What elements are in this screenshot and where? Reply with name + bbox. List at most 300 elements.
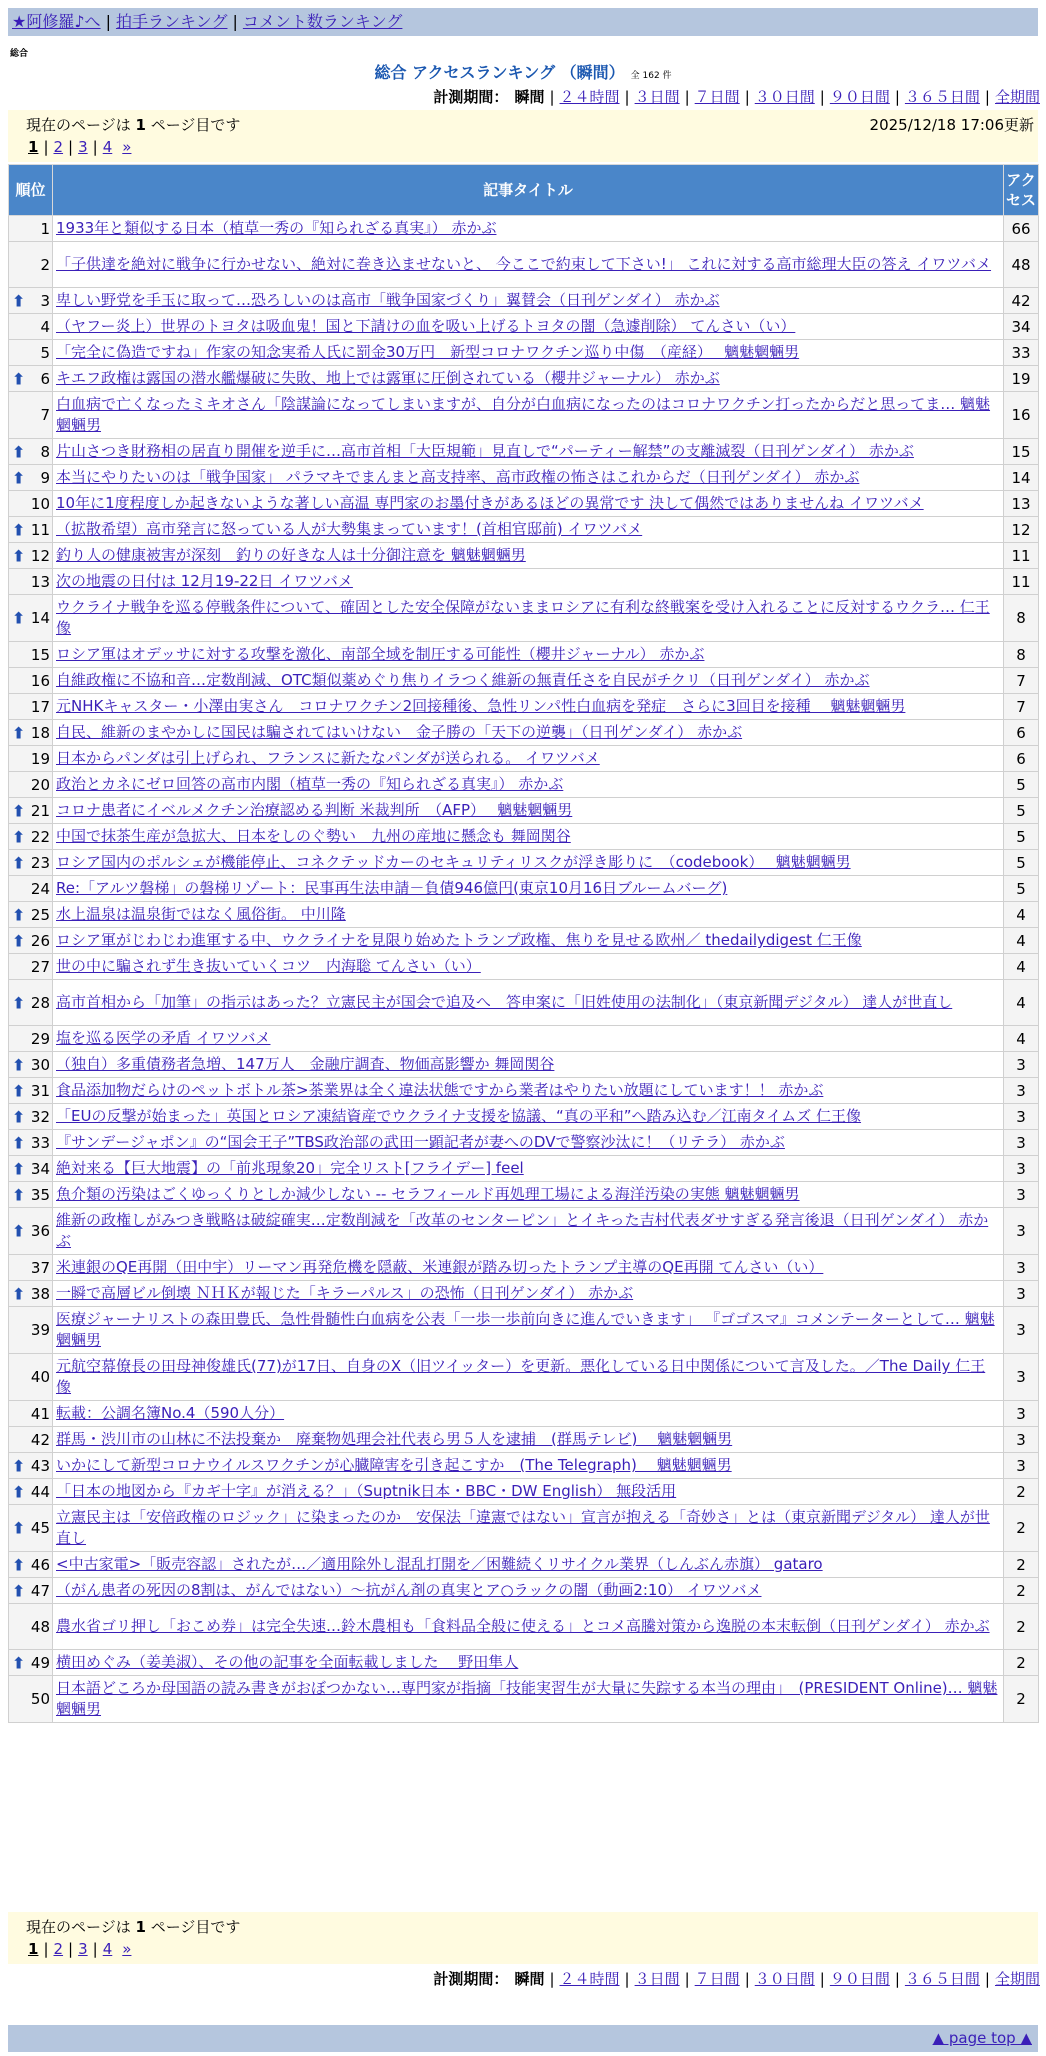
bottom-bar xyxy=(8,2025,1038,2052)
article-link[interactable]: 「完全に偽造ですね」作家の知念実希人氏に罰金30万円 新型コロナワクチン巡り中傷 （産経） 魑魅魍魎男 xyxy=(56,343,800,361)
up-arrow-icon: ⬆ xyxy=(12,1055,26,1074)
table-row xyxy=(9,746,1039,772)
period-link-7d[interactable]: ７日間 xyxy=(694,88,740,106)
title-cell xyxy=(53,595,1004,642)
pager-top xyxy=(8,110,1038,162)
access-count: 4 xyxy=(1004,1026,1039,1052)
title-cell xyxy=(53,1401,1004,1427)
table-row xyxy=(9,216,1039,242)
rank-cell xyxy=(9,1104,53,1130)
access-count: 2 xyxy=(1004,1676,1039,1723)
title-cell xyxy=(53,928,1004,954)
up-arrow-icon: ⬆ xyxy=(12,1653,26,1672)
rank-cell xyxy=(9,569,53,595)
period-link-365d[interactable]: ３６５日間 xyxy=(904,1970,980,1988)
article-link[interactable]: 米連銀のQE再開（田中宇）リーマン再発危機を隠蔽、米連銀が踏み切ったトランプ主導のQE再開 てんさい（い） xyxy=(56,1258,824,1276)
table-row xyxy=(9,366,1039,392)
pager-link-4[interactable]: 4 xyxy=(102,1940,113,1958)
period-selector-bottom: 計測期間： 瞬間 | ２４時間 | ３日間 | ７日間 | ３０日間 | ９０日間 | ３６５日間 | 全期間 xyxy=(433,1970,1040,1988)
table-row xyxy=(9,1604,1039,1650)
table-row xyxy=(9,772,1039,798)
up-arrow-icon: ⬆ xyxy=(12,723,26,742)
header-title: 記事タイトル xyxy=(53,165,1004,216)
rank-number: 6 xyxy=(40,369,50,388)
period-link-all[interactable]: 全期間 xyxy=(994,1970,1040,1988)
title-cell xyxy=(53,1578,1004,1604)
updated-time: 2025/12/18 17:06更新 xyxy=(869,116,1034,134)
title-cell xyxy=(53,569,1004,595)
title-cell xyxy=(53,772,1004,798)
article-link[interactable]: 『サンデージャポン』の“国会王子”TBS政治部の武田一顕記者が妻へのDVで警察沙汰に！（リテラ） 赤かぶ xyxy=(56,1133,785,1151)
table-row xyxy=(9,1427,1039,1453)
table-row xyxy=(9,340,1039,366)
access-count: 3 xyxy=(1004,1281,1039,1307)
table-row xyxy=(9,1650,1039,1676)
article-link[interactable]: 医療ジャーナリストの森田豊氏、急性骨髄性白血病を公表「一歩一歩前向きに進んでいきます」 『ゴゴスマ』コメンテーターとして… 魑魅魍魎男 xyxy=(56,1310,995,1349)
rank-number: 41 xyxy=(30,1404,50,1423)
article-link[interactable]: 元航空幕僚長の田母神俊雄氏(77)が17日、自身のX（旧ツイッター）を更新。悪化している日中関係について言及した。／The Daily 仁王像 xyxy=(56,1357,986,1396)
rank-cell xyxy=(9,491,53,517)
article-link[interactable]: 片山さつき財務相の居直り開催を逆手に…高市首相「大臣規範」見直しで“パーティー解禁”の支離滅裂（日刊ゲンダイ） 赤かぶ xyxy=(56,442,914,460)
table-row xyxy=(9,543,1039,569)
rank-number: 3 xyxy=(40,291,50,310)
up-arrow-icon: ⬆ xyxy=(12,1482,26,1501)
up-arrow-icon: ⬆ xyxy=(12,1581,26,1600)
rank-number: 32 xyxy=(30,1107,50,1126)
table-row xyxy=(9,595,1039,642)
table-row xyxy=(9,954,1039,980)
title-cell xyxy=(53,1453,1004,1479)
access-count: 4 xyxy=(1004,928,1039,954)
rank-cell xyxy=(9,772,53,798)
article-link[interactable]: （独自）多重債務者急増、147万人 金融庁調査、物価高影響か 舞岡関谷 xyxy=(56,1055,555,1073)
page-top-link[interactable]: ▲ page top ▲ xyxy=(932,2029,1032,2047)
title-cell xyxy=(53,902,1004,928)
period-link-90d[interactable]: ９０日間 xyxy=(829,88,890,106)
article-link[interactable]: ロシア国内のポルシェが機能停止、コネクテッドカーのセキュリティリスクが浮き彫りに （codebook） 魑魅魍魎男 xyxy=(56,853,851,871)
article-link[interactable]: 塩を巡る医学の矛盾 イワツバメ xyxy=(56,1029,271,1047)
title-cell xyxy=(53,1307,1004,1354)
access-count: 11 xyxy=(1004,569,1039,595)
table-row xyxy=(9,1026,1039,1052)
article-link[interactable]: 自維政権に不協和音…定数削減、OTC類似薬めぐり焦りイラつく維新の無責任さを自民がチクリ（日刊ゲンダイ） 赤かぶ xyxy=(56,671,870,689)
article-link[interactable]: 本当にやりたいのは「戦争国家」 パラマキでまんまと高支持率、高市政権の怖さはこれからだ（日刊ゲンダイ） 赤かぶ xyxy=(56,468,860,486)
rank-number: 14 xyxy=(30,609,50,627)
article-link[interactable]: 元NHKキャスター・小澤由実さん コロナワクチン2回接種後、急性リンパ性白血病を発症 さらに3回目を接種 魑魅魍魎男 xyxy=(56,697,906,715)
table-row xyxy=(9,1281,1039,1307)
period-label: 計測期間： xyxy=(433,88,509,106)
rank-cell xyxy=(9,1130,53,1156)
access-count: 3 xyxy=(1004,1130,1039,1156)
rank-cell xyxy=(9,1255,53,1281)
article-link[interactable]: ウクライナ戦争を巡る停戦条件について、確固とした安全保障がないままロシアに有利な終戦案を受け入れることに反対するウクラ… 仁王像 xyxy=(56,598,990,637)
nav-link-comment-ranking[interactable]: コメント数ランキング xyxy=(242,12,403,31)
table-row xyxy=(9,242,1039,288)
up-arrow-icon: ⬆ xyxy=(12,546,26,565)
rank-cell xyxy=(9,1401,53,1427)
up-arrow-icon: ⬆ xyxy=(12,608,26,628)
pager-next[interactable]: » xyxy=(122,138,132,156)
up-arrow-icon: ⬆ xyxy=(12,1518,26,1538)
article-link[interactable]: <中古家電>「販売容認」されたが…／適用除外し混乱打開を／困難続くリサイクル業界（しんぶん赤旗） gataro xyxy=(56,1555,823,1573)
rank-number: 4 xyxy=(40,317,50,336)
rank-number: 42 xyxy=(30,1430,50,1449)
period-link-24h[interactable]: ２４時間 xyxy=(559,88,620,106)
up-arrow-icon: ⬆ xyxy=(12,1133,26,1152)
article-link[interactable]: 中国で抹茶生産が急拡大、日本をしのぐ勢い 九州の産地に懸念も 舞岡関谷 xyxy=(56,827,571,845)
access-count: 3 xyxy=(1004,1255,1039,1281)
table-row xyxy=(9,694,1039,720)
title-cell xyxy=(53,1552,1004,1578)
access-count: 3 xyxy=(1004,1208,1039,1255)
rank-cell xyxy=(9,517,53,543)
up-arrow-icon: ⬆ xyxy=(12,1221,26,1241)
title-cell xyxy=(53,314,1004,340)
article-link[interactable]: 絶対来る【巨大地震】の「前兆現象20」完全リスト[フライデー] feel xyxy=(56,1159,524,1177)
rank-number: 49 xyxy=(30,1653,50,1672)
access-count: 15 xyxy=(1004,439,1039,465)
up-arrow-icon: ⬆ xyxy=(12,801,26,820)
article-link[interactable]: 日本語どころか母国語の読み書きがおぼつかない…専門家が指摘「技能実習生が大量に失踪する本当の理由」 (PRESIDENT Online)… 魑魅魍魎男 xyxy=(56,1679,998,1718)
rank-cell xyxy=(9,746,53,772)
rank-cell xyxy=(9,439,53,465)
rank-number: 50 xyxy=(30,1690,50,1708)
up-arrow-icon: ⬆ xyxy=(12,1107,26,1126)
rank-number: 13 xyxy=(30,572,50,591)
access-count: 3 xyxy=(1004,1401,1039,1427)
access-count: 3 xyxy=(1004,1104,1039,1130)
table-row xyxy=(9,1552,1039,1578)
rank-cell xyxy=(9,980,53,1026)
access-count: 4 xyxy=(1004,902,1039,928)
rank-number: 46 xyxy=(30,1555,50,1574)
access-count: 3 xyxy=(1004,1052,1039,1078)
up-arrow-icon: ⬆ xyxy=(12,905,26,924)
table-row xyxy=(9,1354,1039,1401)
period-link-30d[interactable]: ３０日間 xyxy=(754,1970,815,1988)
top-nav xyxy=(8,8,1038,36)
article-link[interactable]: キエフ政権は露国の潜水艦爆破に失敗、地上では露軍に圧倒されている（櫻井ジャーナル） 赤かぶ xyxy=(56,369,720,387)
rank-cell xyxy=(9,1552,53,1578)
title-cell xyxy=(53,980,1004,1026)
title-cell xyxy=(53,216,1004,242)
title-cell xyxy=(53,1604,1004,1650)
access-count: 2 xyxy=(1004,1650,1039,1676)
title-cell xyxy=(53,1104,1004,1130)
rank-cell xyxy=(9,1052,53,1078)
table-row xyxy=(9,720,1039,746)
access-count: 16 xyxy=(1004,392,1039,439)
article-link[interactable]: 自民、維新のまやかしに国民は騙されてはいけない 金子勝の「天下の逆襲」（日刊ゲンダイ） 赤かぶ xyxy=(56,723,743,741)
access-count: 2 xyxy=(1004,1479,1039,1505)
access-count: 5 xyxy=(1004,876,1039,902)
pager-link-2[interactable]: 2 xyxy=(53,1940,64,1958)
title-cell xyxy=(53,439,1004,465)
up-arrow-icon: ⬆ xyxy=(12,520,26,539)
period-link-3d[interactable]: ３日間 xyxy=(634,88,680,106)
rank-number: 34 xyxy=(30,1159,50,1178)
table-row xyxy=(9,1255,1039,1281)
title-cell xyxy=(53,876,1004,902)
table-row xyxy=(9,1307,1039,1354)
title-cell xyxy=(53,668,1004,694)
article-link[interactable]: 日本からパンダは引上げられ、フランスに新たなパンダが送られる。 イワツバメ xyxy=(56,749,600,767)
article-link[interactable]: 食品添加物だらけのペットボトル茶>茶業界は全く違法状態ですから業者はやりたい放題にしています！！ 赤かぶ xyxy=(56,1081,824,1099)
total-count: 全 162 件 xyxy=(630,71,672,81)
pager-link-2[interactable]: 2 xyxy=(53,138,64,156)
title-cell xyxy=(53,850,1004,876)
rank-number: 24 xyxy=(30,879,50,898)
article-link[interactable]: 卑しい野党を手玉に取って…恐ろしいのは高市「戦争国家づくり」翼賛会（日刊ゲンダイ） 赤かぶ xyxy=(56,291,720,309)
rank-number: 45 xyxy=(30,1519,50,1537)
period-selector-top: 計測期間： 瞬間 | ２４時間 | ３日間 | ７日間 | ３０日間 | ９０日間 | ３６５日間 | 全期間 xyxy=(433,88,1040,106)
article-link[interactable]: Re:「アルツ磐梯」の磐梯リゾート：民事再生法申請－負債946億円(東京10月16日ブルームバーグ) xyxy=(56,879,728,897)
rank-cell xyxy=(9,798,53,824)
access-count: 13 xyxy=(1004,491,1039,517)
table-row xyxy=(9,1156,1039,1182)
table-row xyxy=(9,798,1039,824)
title-cell xyxy=(53,1255,1004,1281)
rank-cell xyxy=(9,876,53,902)
period-link-365d[interactable]: ３６５日間 xyxy=(904,88,980,106)
article-link[interactable]: 水上温泉は温泉街ではなく風俗街。 中川隆 xyxy=(56,905,346,923)
nav-link-applause-ranking[interactable]: 拍手ランキング xyxy=(115,12,228,31)
rank-number: 19 xyxy=(30,749,50,768)
rank-cell xyxy=(9,242,53,288)
title-cell xyxy=(53,720,1004,746)
nav-link-asyura[interactable]: ★阿修羅♪へ xyxy=(12,12,101,31)
article-link[interactable]: 次の地震の日付は 12月19-22日 イワツバメ xyxy=(56,572,353,590)
title-cell xyxy=(53,465,1004,491)
article-link[interactable]: 世の中に騙されず生き抜いていくコツ 内海聡 てんさい（い） xyxy=(56,957,481,975)
up-arrow-icon: ⬆ xyxy=(12,468,26,487)
table-row xyxy=(9,1208,1039,1255)
access-count: 3 xyxy=(1004,1307,1039,1354)
rank-number: 5 xyxy=(40,343,50,362)
article-link[interactable]: 白血病で亡くなったミキオさん「陰謀論になってしまいますが、自分が白血病になったのはコロナワクチン打ったからだと思ってま… 魑魅魍魎男 xyxy=(56,395,991,434)
rank-number: 37 xyxy=(30,1258,50,1277)
title-cell xyxy=(53,1479,1004,1505)
access-count: 3 xyxy=(1004,1453,1039,1479)
article-link[interactable]: 「EUの反撃が始まった」英国とロシア凍結資産でウクライナ支援を協議、“真の平和”へ踏み込む／江南タイムズ 仁王像 xyxy=(56,1107,862,1125)
rank-number: 8 xyxy=(40,442,50,461)
up-arrow-icon: ⬆ xyxy=(12,827,26,846)
table-row xyxy=(9,850,1039,876)
title-cell xyxy=(53,1281,1004,1307)
article-link[interactable]: （がん患者の死因の8割は、がんではない）～抗がん剤の真実とア○ラックの闇（動画2:10） イワツバメ xyxy=(56,1581,762,1599)
rank-cell xyxy=(9,824,53,850)
rank-cell xyxy=(9,1479,53,1505)
rank-cell xyxy=(9,465,53,491)
title-cell xyxy=(53,543,1004,569)
table-row xyxy=(9,491,1039,517)
access-count: 2 xyxy=(1004,1578,1039,1604)
access-count: 3 xyxy=(1004,1156,1039,1182)
rank-cell xyxy=(9,1427,53,1453)
rank-cell xyxy=(9,1505,53,1552)
title-cell xyxy=(53,340,1004,366)
access-count: 2 xyxy=(1004,1505,1039,1552)
rank-cell xyxy=(9,1026,53,1052)
table-row xyxy=(9,980,1039,1026)
article-link[interactable]: 1933年と類似する日本（植草一秀の『知られざる真実』） 赤かぶ xyxy=(56,219,497,237)
access-count: 5 xyxy=(1004,824,1039,850)
title-cell xyxy=(53,392,1004,439)
access-count: 66 xyxy=(1004,216,1039,242)
rank-cell xyxy=(9,1281,53,1307)
rank-number: 30 xyxy=(30,1055,50,1074)
table-row xyxy=(9,824,1039,850)
access-count: 7 xyxy=(1004,668,1039,694)
rank-number: 7 xyxy=(40,406,50,424)
pager-status: 現在のページは 1 ページ目です xyxy=(26,1918,241,1936)
article-link[interactable]: 横田めぐみ（姜美淑）、その他の記事を全面転載しました 野田隼人 xyxy=(56,1653,519,1671)
article-link[interactable]: 一瞬で高層ビル倒壊 ＮＨＫが報じた「キラーパルス」の恐怖（日刊ゲンダイ） 赤かぶ xyxy=(56,1284,634,1302)
rank-number: 36 xyxy=(30,1222,50,1240)
rank-number: 27 xyxy=(30,957,50,976)
rank-number: 25 xyxy=(30,905,50,924)
page-title-text: 総合 アクセスランキング （瞬間） xyxy=(374,63,625,82)
nav-separator: | xyxy=(105,12,111,31)
rank-number: 11 xyxy=(30,520,50,539)
rank-cell xyxy=(9,216,53,242)
rank-cell xyxy=(9,668,53,694)
rank-number: 10 xyxy=(30,494,50,513)
table-row xyxy=(9,1453,1039,1479)
rank-cell xyxy=(9,543,53,569)
article-link[interactable]: 転載：公調名簿No.4（590人分） xyxy=(56,1404,285,1422)
title-cell xyxy=(53,242,1004,288)
title-cell xyxy=(53,288,1004,314)
table-row xyxy=(9,1505,1039,1552)
pager-current: 1 xyxy=(28,138,39,156)
article-link[interactable]: 「子供達を絶対に戦争に行かせない、絶対に巻き込ませないと、 今ここで約束して下さい!」 これに対する高市総理大臣の答え イワツバメ xyxy=(56,255,992,273)
ranking-body xyxy=(9,216,1039,1723)
rank-cell xyxy=(9,1208,53,1255)
access-count: 5 xyxy=(1004,850,1039,876)
table-row xyxy=(9,1401,1039,1427)
access-count: 48 xyxy=(1004,242,1039,288)
article-link[interactable]: コロナ患者にイベルメクチン治療認める判断 米裁判所 （AFP） 魑魅魍魎男 xyxy=(56,801,573,819)
table-row xyxy=(9,1479,1039,1505)
title-cell xyxy=(53,1026,1004,1052)
rank-number: 22 xyxy=(30,827,50,846)
table-row xyxy=(9,668,1039,694)
article-link[interactable]: 魚介類の汚染はごくゆっくりとしか減少しない -- セラフィールド再処理工場による海洋汚染の実態 魑魅魍魎男 xyxy=(56,1185,800,1203)
rank-number: 18 xyxy=(30,723,50,742)
rank-number: 26 xyxy=(30,931,50,950)
title-cell xyxy=(53,491,1004,517)
article-link[interactable]: （拡散希望）高市発言に怒っている人が大勢集まっています！(首相官邸前) イワツバメ xyxy=(56,520,643,538)
period-link-7d[interactable]: ７日間 xyxy=(694,1970,740,1988)
rank-number: 44 xyxy=(30,1482,50,1501)
page-title xyxy=(0,60,1046,83)
rank-number: 15 xyxy=(30,645,50,664)
rank-cell xyxy=(9,694,53,720)
article-link[interactable]: ロシア軍はオデッサに対する攻撃を激化、南部全域を制圧する可能性（櫻井ジャーナル） 赤かぶ xyxy=(56,645,705,663)
access-count: 8 xyxy=(1004,642,1039,668)
pager-next[interactable]: » xyxy=(122,1940,132,1958)
article-link[interactable]: 立憲民主は「安倍政権のロジック」に染まったのか 安保法「違憲ではない」宣言が抱える「奇妙さ」とは（東京新聞デジタル） 達人が世直し xyxy=(56,1508,990,1547)
access-count: 19 xyxy=(1004,366,1039,392)
up-arrow-icon: ⬆ xyxy=(12,993,26,1012)
table-row xyxy=(9,1078,1039,1104)
up-arrow-icon: ⬆ xyxy=(12,1555,26,1574)
article-link[interactable]: 「日本の地図から『カギ十字』が消える？」（Suptnik日本・BBC・DW English） 無段活用 xyxy=(56,1482,677,1500)
pager-link-3[interactable]: 3 xyxy=(78,138,88,156)
up-arrow-icon: ⬆ xyxy=(12,931,26,950)
period-link-3d[interactable]: ３日間 xyxy=(634,1970,680,1988)
rank-number: 33 xyxy=(30,1133,50,1152)
article-link[interactable]: 釣り人の健康被害が深刻 釣りの好きな人は十分御注意を 魑魅魍魎男 xyxy=(56,546,526,564)
access-count: 2 xyxy=(1004,1552,1039,1578)
rank-number: 29 xyxy=(30,1029,50,1048)
up-arrow-icon: ⬆ xyxy=(12,1159,26,1178)
article-link[interactable]: 高市首相から「加筆」の指示はあった？立憲民主が国会で追及へ 答申案に「旧姓使用の法制化」（東京新聞デジタル） 達人が世直し xyxy=(56,993,953,1011)
article-link[interactable]: 10年に1度程度しか起きないような著しい高温 専門家のお墨付きがあるほどの異常です 決して偶然ではありませんね イワツバメ xyxy=(56,494,924,512)
pager-link-3[interactable]: 3 xyxy=(78,1940,88,1958)
access-count: 6 xyxy=(1004,720,1039,746)
table-row xyxy=(9,1578,1039,1604)
article-link[interactable]: （ヤフー炎上）世界のトヨタは吸血鬼！国と下請けの血を吸い上げるトヨタの闇（急遽削除） てんさい（い） xyxy=(56,317,796,335)
rank-cell xyxy=(9,720,53,746)
access-count: 3 xyxy=(1004,1354,1039,1401)
rank-number: 12 xyxy=(30,546,50,565)
rank-number: 38 xyxy=(30,1284,50,1303)
table-row xyxy=(9,392,1039,439)
table-row xyxy=(9,902,1039,928)
table-header-row xyxy=(9,165,1039,216)
table-row xyxy=(9,314,1039,340)
up-arrow-icon: ⬆ xyxy=(12,1284,26,1303)
rank-cell xyxy=(9,1604,53,1650)
category-tag: 総合 xyxy=(10,49,29,59)
article-link[interactable]: 農水省ゴリ押し「おこめ券」は完全失速…鈴木農相も「食料品全般に使える」とコメ高騰対策から逸脱の本末転倒（日刊ゲンダイ） 赤かぶ xyxy=(56,1617,990,1635)
access-count: 4 xyxy=(1004,980,1039,1026)
rank-cell xyxy=(9,366,53,392)
table-row xyxy=(9,439,1039,465)
title-cell xyxy=(53,1650,1004,1676)
rank-cell xyxy=(9,1453,53,1479)
access-count: 5 xyxy=(1004,798,1039,824)
period-link-90d[interactable]: ９０日間 xyxy=(829,1970,890,1988)
access-count: 5 xyxy=(1004,772,1039,798)
title-cell xyxy=(53,642,1004,668)
article-link[interactable]: 維新の政権しがみつき戦略は破綻確実…定数削減を「改革のセンターピン」とイキった吉村代表ダサすぎる発言後退（日刊ゲンダイ） 赤かぶ xyxy=(56,1211,989,1250)
period-link-all[interactable]: 全期間 xyxy=(994,88,1040,106)
rank-number: 20 xyxy=(30,775,50,794)
article-link[interactable]: ロシア軍がじわじわ進軍する中、ウクライナを見限り始めたトランプ政権、焦りを見せる欧州／ thedailydigest 仁王像 xyxy=(56,931,862,949)
title-cell xyxy=(53,1078,1004,1104)
access-count: 14 xyxy=(1004,465,1039,491)
period-link-24h[interactable]: ２４時間 xyxy=(559,1970,620,1988)
rank-number: 23 xyxy=(30,853,50,872)
title-cell xyxy=(53,366,1004,392)
up-arrow-icon: ⬆ xyxy=(12,1456,26,1475)
title-cell xyxy=(53,1208,1004,1255)
period-link-30d[interactable]: ３０日間 xyxy=(754,88,815,106)
table-row xyxy=(9,1052,1039,1078)
title-cell xyxy=(53,517,1004,543)
article-link[interactable]: いかにして新型コロナウイルスワクチンが心臓障害を引き起こすか (The Telegraph) 魑魅魍魎男 xyxy=(56,1456,732,1474)
title-cell xyxy=(53,824,1004,850)
title-cell xyxy=(53,1156,1004,1182)
table-row xyxy=(9,928,1039,954)
pager-link-4[interactable]: 4 xyxy=(102,138,113,156)
rank-number: 40 xyxy=(30,1368,50,1386)
article-link[interactable]: 政治とカネにゼロ回答の高市内閣（植草一秀の『知られざる真実』） 赤かぶ xyxy=(56,775,564,793)
article-link[interactable]: 群馬・渋川市の山林に不法投棄か 廃棄物処理会社代表ら男５人を逮捕 (群馬テレビ) 魑魅魍魎男 xyxy=(56,1430,733,1448)
